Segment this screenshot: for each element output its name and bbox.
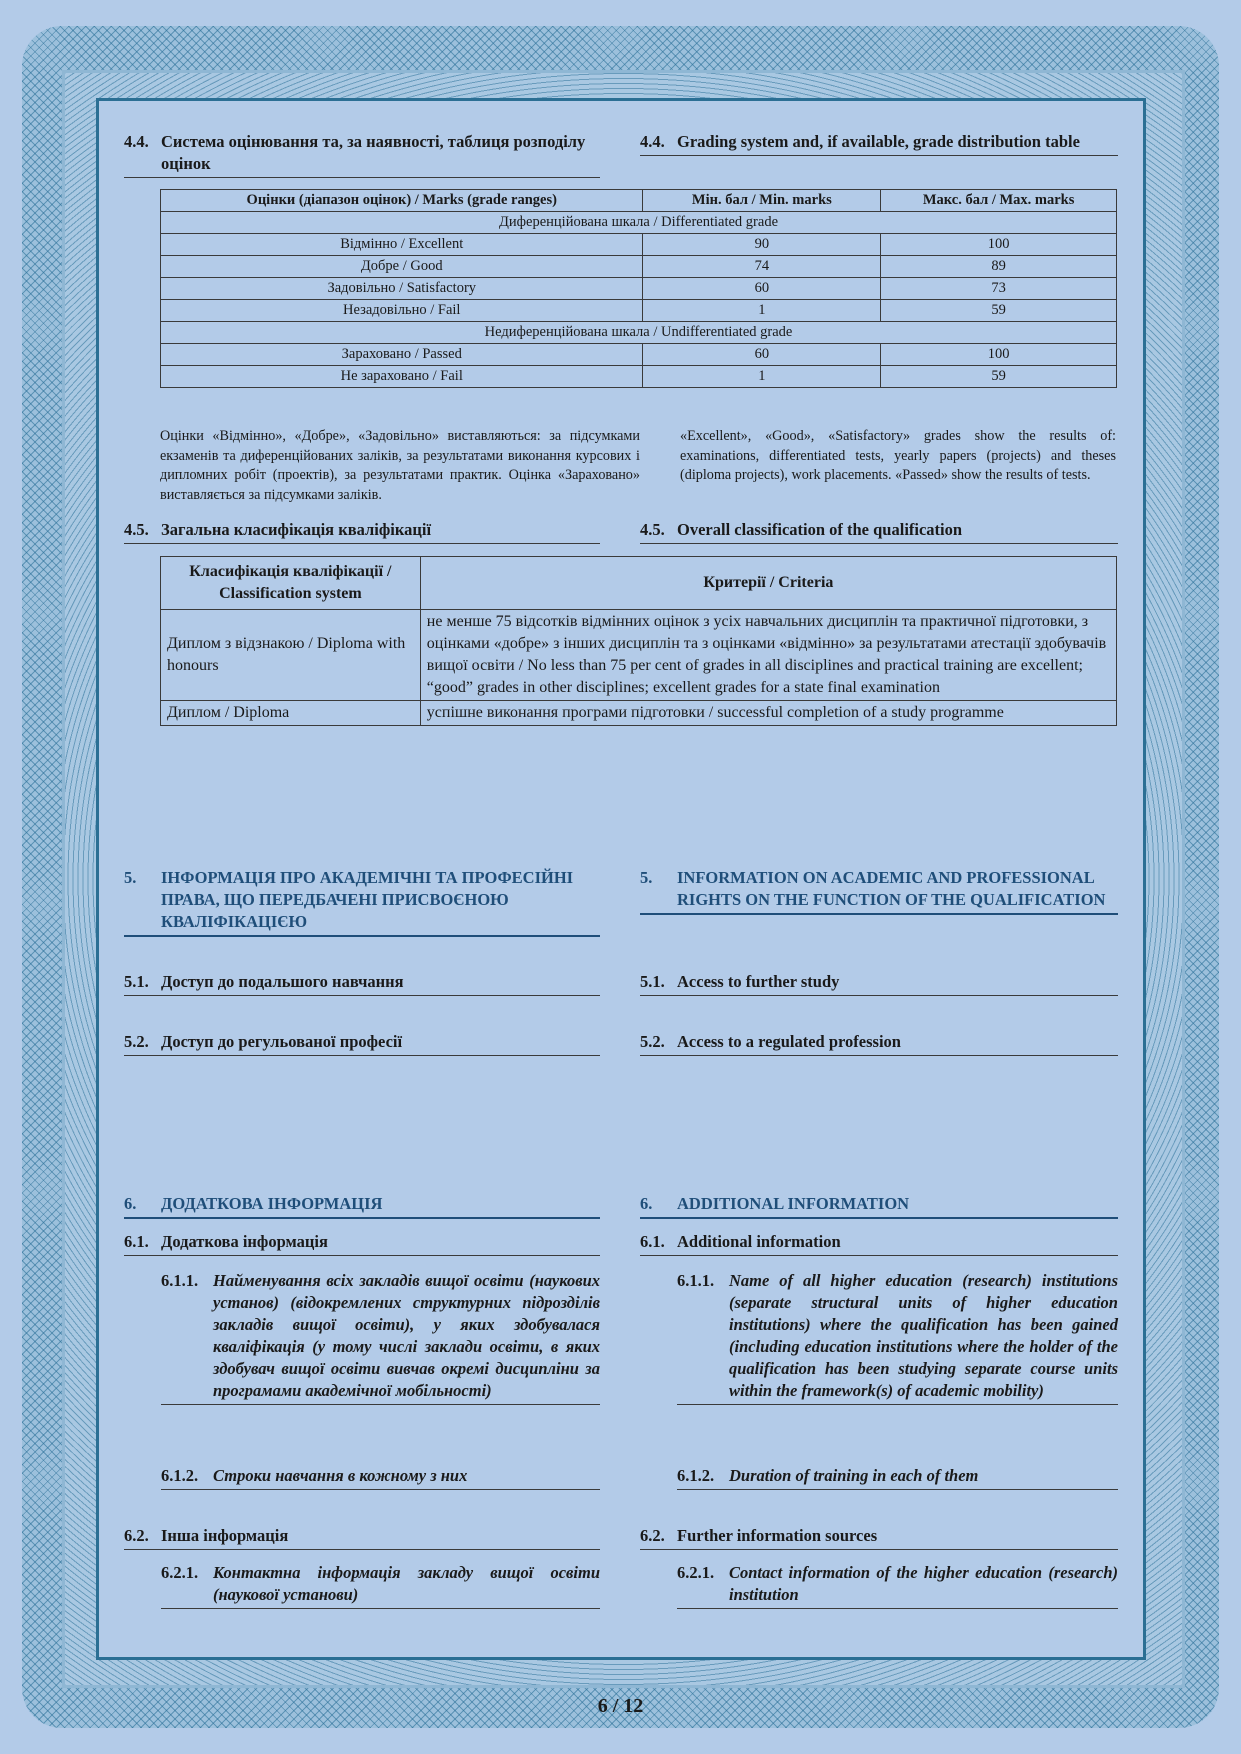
table-header-row: Оцінки (діапазон оцінок) / Marks (grade ranges) Мін. бал / Min. marks Макс. бал / Max. marks [161, 190, 1117, 212]
table-group-row: Недиференційована шкала / Undifferentiated grade [161, 322, 1117, 344]
heading-6-1-2-en: 6.1.2. Duration of training in each of them [640, 1465, 1118, 1490]
table-row: Добре / Good 74 89 [161, 256, 1117, 278]
heading-4-4-uk: 4.4. Система оцінювання та, за наявності, таблиця розподілу оцінок [124, 131, 600, 178]
table-row: Задовільно / Satisfactory 60 73 [161, 278, 1117, 300]
table-row: Відмінно / Excellent 90 100 [161, 234, 1117, 256]
heading-5-2-en: 5.2. Access to a regulated profession [640, 1031, 1118, 1056]
heading-6-1-uk: 6.1. Додаткова інформація [124, 1231, 600, 1256]
heading-6-1-2-uk: 6.1.2. Строки навчання в кожному з них [124, 1465, 600, 1490]
table-row: Зараховано / Passed 60 100 [161, 344, 1117, 366]
table-group-row: Диференційована шкала / Differentiated grade [161, 212, 1117, 234]
heading-4-5-uk: 4.5. Загальна класифікація кваліфікації [124, 519, 600, 544]
heading-5-2-uk: 5.2. Доступ до регульованої професії [124, 1031, 600, 1056]
table-row: Диплом / Diploma успішне виконання програми підготовки / successful completion of a study programme [161, 701, 1117, 726]
heading-6-1-1-en: 6.1.1. Name of all higher education (research) institutions (separate structural units of higher education institutions) where the qualification has been gained (including education institutions where the holder of the qualification has been studying separate course units within the framework(s) of academic mobility) [640, 1270, 1118, 1405]
section-5-heading-uk: 5. ІНФОРМАЦІЯ ПРО АКАДЕМІЧНІ ТА ПРОФЕСІЙНІ ПРАВА, ЩО ПЕРЕДБАЧЕНІ ПРИСВОЄНОЮ КВАЛІФІКАЦІЄЮ [124, 867, 600, 937]
table-row: Не зараховано / Fail 1 59 [161, 366, 1117, 388]
heading-6-1-1-uk: 6.1.1. Найменування всіх закладів вищої освіти (наукових установ) (відокремлених структурних підрозділів закладів вищої освіти), у яких здобувалася кваліфікація (у тому числі заклади освіти, в яких здобувач вищої освіти вивчав окремі дисципліни за програмами академічної мобільності) [124, 1270, 600, 1405]
heading-6-2-uk: 6.2. Інша інформація [124, 1525, 600, 1550]
grade-distribution-table [160, 189, 1117, 388]
section-6-heading-uk: 6. ДОДАТКОВА ІНФОРМАЦІЯ [124, 1193, 600, 1219]
grading-note-uk: Оцінки «Відмінно», «Добре», «Задовільно» виставляються: за підсумками екзаменів та диференційованих заліків, за результатами виконання курсових і дипломних робіт (проектів), за результатами практик. Оцінка «Зараховано» виставляється за підсумками заліків. [160, 428, 640, 503]
heading-5-1-en: 5.1. Access to further study [640, 971, 1118, 996]
grading-note-en: «Excellent», «Good», «Satisfactory» grades show the results of: examinations, differentiated tests, yearly papers (projects) and theses (diploma projects), work placements. «Passed» show the results of tests. [680, 428, 1116, 483]
section-5-heading-en: 5. INFORMATION ON ACADEMIC AND PROFESSIONAL RIGHTS ON THE FUNCTION OF THE QUALIFICATION [640, 867, 1118, 915]
heading-4-4-en: 4.4. Grading system and, if available, grade distribution table [640, 131, 1118, 156]
heading-6-2-1-uk: 6.2.1. Контактна інформація закладу вищої освіти (наукової установи) [124, 1562, 600, 1609]
table-row: Диплом з відзнакою / Diploma with honours не менше 75 відсотків відмінних оцінок з усіх навчальних дисциплін та практичної підготовки, з оцінками «добре» з інших дисциплін та з оцінками «відмінно» за результатами атестації здобувачів вищої освіти / No less than 75 per cent of grades in all disciplines and practical training are excellent; “good” grades in other disciplines; excellent grades for a state final examination [161, 610, 1117, 701]
table-row: Незадовільно / Fail 1 59 [161, 300, 1117, 322]
heading-6-2-1-en: 6.2.1. Contact information of the higher education (research) institution [640, 1562, 1118, 1609]
section-6-heading-en: 6. ADDITIONAL INFORMATION [640, 1193, 1118, 1219]
heading-6-1-en: 6.1. Additional information [640, 1231, 1118, 1256]
heading-5-1-uk: 5.1. Доступ до подальшого навчання [124, 971, 600, 996]
page-number: 6 / 12 [597, 1695, 644, 1717]
table-header-row: Класифікація кваліфікації / Classification system Критерії / Criteria [161, 557, 1117, 610]
heading-4-5-en: 4.5. Overall classification of the qualification [640, 519, 1118, 544]
classification-table [160, 556, 1117, 726]
heading-6-2-en: 6.2. Further information sources [640, 1525, 1118, 1550]
